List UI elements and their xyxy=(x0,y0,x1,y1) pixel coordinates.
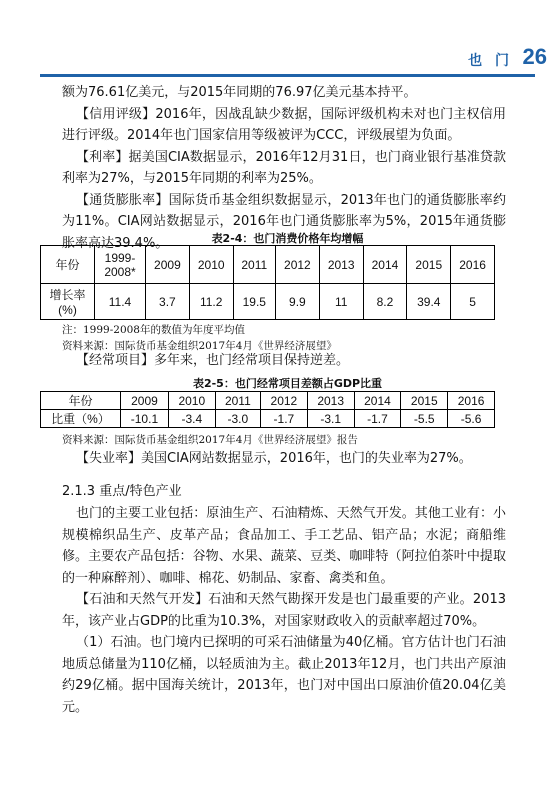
table1-year-cell: 2014 xyxy=(363,246,407,284)
paragraph-credit-rating: 【信用评级】2016年，因战乱缺少数据，国际评级机构未对也门主权信用进行评级。2014年也门国家信用等级被评为CCC，评级展望为负面。 xyxy=(62,106,506,143)
table2-value-row xyxy=(41,410,495,428)
table1-year-cell: 2012 xyxy=(275,246,319,284)
table1-year-cell: 2010 xyxy=(189,246,233,284)
table2-year-row xyxy=(41,392,495,410)
table2-year-cell: 2016 xyxy=(448,392,495,410)
table1-year-cell: 2009 xyxy=(146,246,190,284)
table2-year-header: 年份 xyxy=(41,392,121,410)
paragraph-industries: 也门的主要工业包括：原油生产、石油精炼、天然气开发。其他工业有：小规模棉织品生产、皮革产品；食品加工、手工艺品、铝产品；水泥；商船维修。主要农产品包括：谷物、水果、蔬菜、豆类、咖啡特（阿拉伯茶叶中提取的一种麻醉剂）、咖啡、棉花、奶制品、家畜、禽类和鱼。 xyxy=(62,506,506,586)
header-rule xyxy=(40,74,535,77)
paragraph-interest-rate: 【利率】据美国CIA数据显示，2016年12月31日，也门商业银行基准贷款利率为27%，与2015年同期的利率为25%。 xyxy=(62,149,506,186)
table2-value-cell: -3.1 xyxy=(307,410,354,428)
table1-value-cell: 19.5 xyxy=(233,284,275,320)
table2-value-cell: -1.7 xyxy=(354,410,401,428)
header-country: 也 门 xyxy=(468,53,513,69)
table1-year-cell: 2015 xyxy=(407,246,451,284)
table1-value-cell: 8.2 xyxy=(363,284,407,320)
table1-value-cell: 11.4 xyxy=(95,284,146,320)
current-account-block xyxy=(62,350,506,372)
table2-source: 资料来源：国际货币基金组织2017年4月《世界经济展望》报告 xyxy=(62,434,358,446)
table2-year-cell: 2009 xyxy=(121,392,169,410)
table2-ratio-header: 比重（%） xyxy=(41,410,121,428)
cpi-table xyxy=(40,245,495,320)
current-account-table xyxy=(40,391,495,428)
table1-year-cell: 1999-2008* xyxy=(95,246,146,284)
table1-note: 注：1999-2008年的数值为年度平均值 xyxy=(62,324,245,336)
unemployment-block xyxy=(62,448,506,470)
table1-year-row xyxy=(41,246,495,284)
section-heading xyxy=(62,480,182,499)
table2-year-cell: 2011 xyxy=(215,392,260,410)
table1-year-cell: 2013 xyxy=(319,246,363,284)
table2-value-cell: -1.7 xyxy=(260,410,307,428)
table1-value-cell: 5 xyxy=(451,284,495,320)
table2-year-cell: 2013 xyxy=(307,392,354,410)
table1-source: 资料来源：国际货币基金组织2017年4月《世界经济展望》 xyxy=(62,340,337,352)
table1-caption: 表2-4：也门消费价格年均增幅 xyxy=(211,232,364,245)
paragraph-unemployment: 【失业率】美国CIA网站数据显示，2016年，也门的失业率为27%。 xyxy=(76,451,472,466)
table1-value-cell: 11.2 xyxy=(189,284,233,320)
table2-value-cell: -5.5 xyxy=(401,410,448,428)
table1-value-cell: 3.7 xyxy=(146,284,190,320)
table1-rate-header: 增长率(%) xyxy=(41,284,95,320)
table2-year-cell: 2012 xyxy=(260,392,307,410)
paragraph-inflation: 【通货膨胀率】国际货币基金组织数据显示，2013年也门的通货膨胀率约为11%。CIA网站数据显示，2016年也门通货膨胀率为5%，2015年通货膨胀率高达39.4%。 xyxy=(62,192,506,251)
table1-year-cell: 2011 xyxy=(233,246,275,284)
table2-value-cell: -3.4 xyxy=(168,410,215,428)
table2-caption: 表2-5：也门经常项目差额占GDP比重 xyxy=(192,377,383,390)
table2-value-cell: -3.0 xyxy=(215,410,260,428)
table1-value-cell: 11 xyxy=(319,284,363,320)
page-number: 26 xyxy=(522,44,547,69)
paragraph-current-account: 【经常项目】多年来，也门经常项目保持逆差。 xyxy=(76,353,350,368)
section-number: 2.1.3 xyxy=(62,484,96,499)
paragraph-oil-gas: 【石油和天然气开发】石油和天然气勘探开发是也门最重要的产业。2013年，该产业占GDP的比重为10.3%，对国家财政收入的贡献率超过70%。 xyxy=(62,592,506,629)
paragraph-oil: （1）石油。也门境内已探明的可采石油储量为40亿桶。官方估计也门石油地质总储量为110亿桶，以轻质油为主。截止2013年12月，也门共出产原油约29亿桶。据中国海关统计，2013年，也门对中国出口原油价值20.04亿美元。 xyxy=(62,635,506,715)
table2-year-cell: 2010 xyxy=(168,392,215,410)
table1-value-row xyxy=(41,284,495,320)
table1-value-cell: 9.9 xyxy=(275,284,319,320)
body-block-2 xyxy=(62,503,506,718)
table2-value-cell: -10.1 xyxy=(121,410,169,428)
table1-value-cell: 39.4 xyxy=(407,284,451,320)
table1-year-header: 年份 xyxy=(41,246,95,284)
table2-year-cell: 2014 xyxy=(354,392,401,410)
body-block-1 xyxy=(62,82,506,254)
section-title: 重点/特色产业 xyxy=(99,484,182,499)
paragraph-intro: 额为76.61亿美元，与2015年同期的76.97亿美元基本持平。 xyxy=(62,85,417,100)
table1-year-cell: 2016 xyxy=(451,246,495,284)
table2-value-cell: -5.6 xyxy=(448,410,495,428)
table2-year-cell: 2015 xyxy=(401,392,448,410)
